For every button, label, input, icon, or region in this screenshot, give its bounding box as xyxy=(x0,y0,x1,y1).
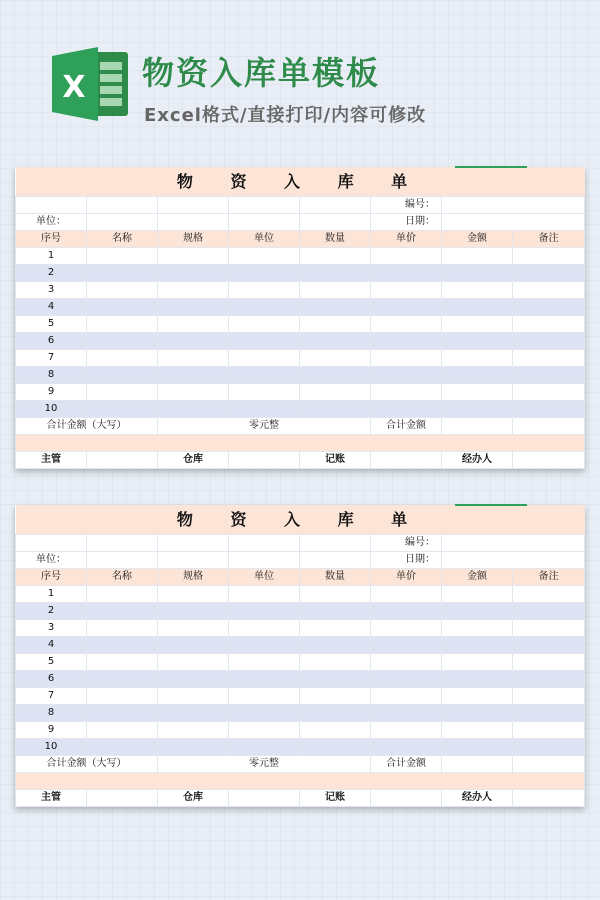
data-cell[interactable] xyxy=(229,333,300,350)
table-row xyxy=(16,688,585,705)
data-cell[interactable] xyxy=(513,265,585,282)
total-amount[interactable] xyxy=(442,756,513,773)
info-row xyxy=(16,535,585,552)
column-header: 名称 xyxy=(87,569,158,586)
data-cell[interactable] xyxy=(229,265,300,282)
column-header: 金额 xyxy=(442,231,513,248)
data-cell[interactable] xyxy=(513,705,585,722)
data-cell[interactable] xyxy=(158,637,229,654)
data-cell[interactable] xyxy=(300,401,371,418)
data-cell[interactable] xyxy=(300,739,371,756)
spacer-cell xyxy=(16,773,585,790)
data-cell[interactable] xyxy=(229,282,300,299)
signature-row xyxy=(16,790,585,807)
signature-field[interactable] xyxy=(229,790,300,807)
table-row xyxy=(16,333,585,350)
signature-field[interactable] xyxy=(371,790,442,807)
data-cell[interactable] xyxy=(442,688,513,705)
row-number: 3 xyxy=(16,282,87,299)
data-cell[interactable] xyxy=(300,384,371,401)
row-number: 4 xyxy=(16,637,87,654)
data-cell[interactable] xyxy=(87,688,158,705)
data-cell[interactable] xyxy=(87,637,158,654)
data-cell[interactable] xyxy=(229,705,300,722)
data-cell[interactable] xyxy=(442,401,513,418)
blank-cell[interactable] xyxy=(158,197,229,214)
data-cell[interactable] xyxy=(513,384,585,401)
danwei-value[interactable] xyxy=(158,214,229,231)
blank-cell[interactable] xyxy=(87,197,158,214)
riqi-value[interactable] xyxy=(442,214,585,231)
riqi-value[interactable] xyxy=(442,552,585,569)
data-cell[interactable] xyxy=(442,333,513,350)
data-cell[interactable] xyxy=(371,705,442,722)
riqi-label: 日期： xyxy=(371,552,442,569)
total-upper-value: 零元整 xyxy=(158,756,371,773)
column-header: 规格 xyxy=(158,569,229,586)
row-number: 8 xyxy=(16,705,87,722)
table-row xyxy=(16,739,585,756)
data-cell[interactable] xyxy=(229,620,300,637)
column-header: 备注 xyxy=(513,569,585,586)
excel-x-icon xyxy=(52,44,130,124)
data-cell[interactable] xyxy=(371,688,442,705)
data-cell[interactable] xyxy=(442,350,513,367)
bianhao-value[interactable] xyxy=(442,535,585,552)
column-header: 金额 xyxy=(442,569,513,586)
data-cell[interactable] xyxy=(371,316,442,333)
signature-field[interactable] xyxy=(371,452,442,469)
data-cell[interactable] xyxy=(229,586,300,603)
signature-field[interactable] xyxy=(87,790,158,807)
data-cell[interactable] xyxy=(513,282,585,299)
data-cell[interactable] xyxy=(158,401,229,418)
data-cell[interactable] xyxy=(87,316,158,333)
data-cell[interactable] xyxy=(158,265,229,282)
data-cell[interactable] xyxy=(158,282,229,299)
data-cell[interactable] xyxy=(300,603,371,620)
data-cell[interactable] xyxy=(513,367,585,384)
data-cell[interactable] xyxy=(300,705,371,722)
data-cell[interactable] xyxy=(300,620,371,637)
data-cell[interactable] xyxy=(300,316,371,333)
data-cell[interactable] xyxy=(300,586,371,603)
data-cell[interactable] xyxy=(513,316,585,333)
column-header: 单价 xyxy=(371,231,442,248)
data-cell[interactable] xyxy=(300,654,371,671)
row-number: 5 xyxy=(16,654,87,671)
signature-label-warehouse: 仓库 xyxy=(158,452,229,469)
data-cell[interactable] xyxy=(371,299,442,316)
sheet-title: 物 资 入 库 单 xyxy=(16,505,585,535)
data-cell[interactable] xyxy=(513,722,585,739)
data-cell[interactable] xyxy=(87,384,158,401)
column-header: 数量 xyxy=(300,231,371,248)
data-cell[interactable] xyxy=(158,367,229,384)
table-row xyxy=(16,637,585,654)
table-row xyxy=(16,401,585,418)
data-cell[interactable] xyxy=(371,333,442,350)
column-header: 名称 xyxy=(87,231,158,248)
data-cell[interactable] xyxy=(371,603,442,620)
data-cell[interactable] xyxy=(87,705,158,722)
sheet-title: 物 资 入 库 单 xyxy=(16,167,585,197)
row-number: 2 xyxy=(16,603,87,620)
blank-cell[interactable] xyxy=(16,197,87,214)
table-row xyxy=(16,384,585,401)
column-header-row xyxy=(16,569,585,586)
data-cell[interactable] xyxy=(87,620,158,637)
data-cell[interactable] xyxy=(442,671,513,688)
data-cell[interactable] xyxy=(371,722,442,739)
signature-label-handler: 经办人 xyxy=(442,452,513,469)
data-cell[interactable] xyxy=(300,248,371,265)
data-cell[interactable] xyxy=(229,401,300,418)
row-number: 10 xyxy=(16,401,87,418)
receipt-table xyxy=(15,167,585,469)
danwei-value[interactable] xyxy=(229,214,300,231)
info-row xyxy=(16,552,585,569)
danwei-value[interactable] xyxy=(300,552,371,569)
data-cell[interactable] xyxy=(158,586,229,603)
data-cell[interactable] xyxy=(442,282,513,299)
bianhao-label: 编号： xyxy=(371,197,442,214)
data-cell[interactable] xyxy=(371,620,442,637)
data-cell[interactable] xyxy=(300,333,371,350)
data-cell[interactable] xyxy=(158,299,229,316)
receipt-table xyxy=(15,505,585,807)
danwei-label: 单位： xyxy=(16,214,87,231)
data-cell[interactable] xyxy=(513,299,585,316)
signature-row xyxy=(16,452,585,469)
signature-label-bookkeeping: 记账 xyxy=(300,790,371,807)
data-cell[interactable] xyxy=(229,739,300,756)
blank-cell[interactable] xyxy=(229,197,300,214)
column-header: 数量 xyxy=(300,569,371,586)
data-cell[interactable] xyxy=(371,384,442,401)
signature-field[interactable] xyxy=(87,452,158,469)
column-header: 序号 xyxy=(16,231,87,248)
data-cell[interactable] xyxy=(158,316,229,333)
data-cell[interactable] xyxy=(300,265,371,282)
total-amount[interactable] xyxy=(442,418,513,435)
table-row xyxy=(16,654,585,671)
column-header: 单价 xyxy=(371,569,442,586)
data-cell[interactable] xyxy=(158,384,229,401)
table-row xyxy=(16,671,585,688)
data-cell[interactable] xyxy=(371,350,442,367)
signature-label-supervisor: 主管 xyxy=(16,790,87,807)
row-number: 6 xyxy=(16,333,87,350)
page-subtitle: Excel格式/直接打印/内容可修改 xyxy=(144,105,427,126)
data-cell[interactable] xyxy=(371,637,442,654)
data-cell[interactable] xyxy=(513,401,585,418)
total-label: 合计金额 xyxy=(371,418,442,435)
table-row xyxy=(16,586,585,603)
data-cell[interactable] xyxy=(442,722,513,739)
data-cell[interactable] xyxy=(158,671,229,688)
data-cell[interactable] xyxy=(229,671,300,688)
data-cell[interactable] xyxy=(300,722,371,739)
spacer-row xyxy=(16,773,585,790)
selection-mark xyxy=(455,504,527,506)
data-cell[interactable] xyxy=(513,654,585,671)
data-cell[interactable] xyxy=(229,384,300,401)
signature-field[interactable] xyxy=(513,790,585,807)
table-row xyxy=(16,620,585,637)
data-cell[interactable] xyxy=(442,637,513,654)
data-cell[interactable] xyxy=(442,586,513,603)
receipt-sheet-2 xyxy=(15,505,585,807)
data-cell[interactable] xyxy=(442,705,513,722)
total-upper-value: 零元整 xyxy=(158,418,371,435)
blank-cell[interactable] xyxy=(87,535,158,552)
data-cell[interactable] xyxy=(300,637,371,654)
data-cell[interactable] xyxy=(87,654,158,671)
data-cell[interactable] xyxy=(513,637,585,654)
data-cell[interactable] xyxy=(87,333,158,350)
data-cell[interactable] xyxy=(229,637,300,654)
table-row xyxy=(16,705,585,722)
row-number: 9 xyxy=(16,722,87,739)
data-cell[interactable] xyxy=(229,367,300,384)
data-cell[interactable] xyxy=(87,722,158,739)
table-row xyxy=(16,282,585,299)
signature-label-supervisor: 主管 xyxy=(16,452,87,469)
total-row xyxy=(16,418,585,435)
data-cell[interactable] xyxy=(371,367,442,384)
data-cell[interactable] xyxy=(229,299,300,316)
data-cell[interactable] xyxy=(442,265,513,282)
column-header-row xyxy=(16,231,585,248)
row-number: 2 xyxy=(16,265,87,282)
data-cell[interactable] xyxy=(371,671,442,688)
table-row xyxy=(16,350,585,367)
data-cell[interactable] xyxy=(158,688,229,705)
data-cell[interactable] xyxy=(158,654,229,671)
data-cell[interactable] xyxy=(371,248,442,265)
data-cell[interactable] xyxy=(371,265,442,282)
row-number: 7 xyxy=(16,350,87,367)
total-note[interactable] xyxy=(513,756,585,773)
data-cell[interactable] xyxy=(371,654,442,671)
svg-text:X: X xyxy=(62,70,86,105)
data-cell[interactable] xyxy=(442,316,513,333)
data-cell[interactable] xyxy=(87,299,158,316)
blank-cell[interactable] xyxy=(300,535,371,552)
data-cell[interactable] xyxy=(229,603,300,620)
danwei-label: 单位： xyxy=(16,552,87,569)
row-number: 1 xyxy=(16,248,87,265)
data-cell[interactable] xyxy=(513,688,585,705)
data-cell[interactable] xyxy=(229,316,300,333)
blank-cell[interactable] xyxy=(229,535,300,552)
data-cell[interactable] xyxy=(87,603,158,620)
data-cell[interactable] xyxy=(442,603,513,620)
data-cell[interactable] xyxy=(442,299,513,316)
data-cell[interactable] xyxy=(442,739,513,756)
data-cell[interactable] xyxy=(87,265,158,282)
data-cell[interactable] xyxy=(300,688,371,705)
data-cell[interactable] xyxy=(158,603,229,620)
signature-label-bookkeeping: 记账 xyxy=(300,452,371,469)
data-cell[interactable] xyxy=(158,350,229,367)
row-number: 9 xyxy=(16,384,87,401)
table-row xyxy=(16,316,585,333)
signature-field[interactable] xyxy=(229,452,300,469)
total-upper-label: 合计金额（大写） xyxy=(16,418,158,435)
data-cell[interactable] xyxy=(513,586,585,603)
blank-cell[interactable] xyxy=(158,535,229,552)
data-cell[interactable] xyxy=(87,367,158,384)
data-cell[interactable] xyxy=(87,671,158,688)
data-cell[interactable] xyxy=(371,586,442,603)
spacer-cell xyxy=(16,435,585,452)
data-cell[interactable] xyxy=(158,739,229,756)
info-row xyxy=(16,197,585,214)
table-row xyxy=(16,248,585,265)
data-cell[interactable] xyxy=(158,248,229,265)
data-cell[interactable] xyxy=(300,367,371,384)
spacer-row xyxy=(16,435,585,452)
bianhao-label: 编号： xyxy=(371,535,442,552)
data-cell[interactable] xyxy=(158,705,229,722)
total-row xyxy=(16,756,585,773)
danwei-value[interactable] xyxy=(87,552,158,569)
data-cell[interactable] xyxy=(300,282,371,299)
data-cell[interactable] xyxy=(513,333,585,350)
data-cell[interactable] xyxy=(158,333,229,350)
danwei-value[interactable] xyxy=(229,552,300,569)
column-header: 单位 xyxy=(229,231,300,248)
data-cell[interactable] xyxy=(513,671,585,688)
danwei-value[interactable] xyxy=(87,214,158,231)
danwei-value[interactable] xyxy=(300,214,371,231)
receipt-sheet-1 xyxy=(15,167,585,469)
column-header: 单位 xyxy=(229,569,300,586)
total-label: 合计金额 xyxy=(371,756,442,773)
signature-label-warehouse: 仓库 xyxy=(158,790,229,807)
data-cell[interactable] xyxy=(87,282,158,299)
data-cell[interactable] xyxy=(371,282,442,299)
table-row xyxy=(16,603,585,620)
data-cell[interactable] xyxy=(87,401,158,418)
data-cell[interactable] xyxy=(300,299,371,316)
data-cell[interactable] xyxy=(87,248,158,265)
danwei-value[interactable] xyxy=(158,552,229,569)
data-cell[interactable] xyxy=(87,350,158,367)
signature-field[interactable] xyxy=(513,452,585,469)
data-cell[interactable] xyxy=(442,654,513,671)
row-number: 1 xyxy=(16,586,87,603)
table-row xyxy=(16,265,585,282)
row-number: 4 xyxy=(16,299,87,316)
data-cell[interactable] xyxy=(300,350,371,367)
row-number: 6 xyxy=(16,671,87,688)
data-cell[interactable] xyxy=(442,620,513,637)
data-cell[interactable] xyxy=(87,739,158,756)
total-note[interactable] xyxy=(513,418,585,435)
data-cell[interactable] xyxy=(229,350,300,367)
column-header: 备注 xyxy=(513,231,585,248)
selection-mark xyxy=(455,166,527,168)
bianhao-value[interactable] xyxy=(442,197,585,214)
blank-cell[interactable] xyxy=(16,535,87,552)
data-cell[interactable] xyxy=(158,722,229,739)
data-cell[interactable] xyxy=(513,620,585,637)
title-row xyxy=(16,167,585,197)
row-number: 10 xyxy=(16,739,87,756)
data-cell[interactable] xyxy=(513,350,585,367)
data-cell[interactable] xyxy=(229,688,300,705)
title-row xyxy=(16,505,585,535)
data-cell[interactable] xyxy=(513,248,585,265)
signature-label-handler: 经办人 xyxy=(442,790,513,807)
data-cell[interactable] xyxy=(442,384,513,401)
row-number: 3 xyxy=(16,620,87,637)
data-cell[interactable] xyxy=(229,248,300,265)
data-cell[interactable] xyxy=(513,739,585,756)
total-upper-label: 合计金额（大写） xyxy=(16,756,158,773)
blank-cell[interactable] xyxy=(300,197,371,214)
page-title: 物资入库单模板 xyxy=(142,54,381,92)
table-row xyxy=(16,722,585,739)
data-cell[interactable] xyxy=(371,739,442,756)
info-row xyxy=(16,214,585,231)
table-row xyxy=(16,367,585,384)
data-cell[interactable] xyxy=(300,671,371,688)
data-cell[interactable] xyxy=(229,654,300,671)
riqi-label: 日期： xyxy=(371,214,442,231)
page-header xyxy=(0,0,600,150)
row-number: 5 xyxy=(16,316,87,333)
row-number: 8 xyxy=(16,367,87,384)
column-header: 序号 xyxy=(16,569,87,586)
table-row xyxy=(16,299,585,316)
data-cell[interactable] xyxy=(87,586,158,603)
data-cell[interactable] xyxy=(442,248,513,265)
data-cell[interactable] xyxy=(158,620,229,637)
row-number: 7 xyxy=(16,688,87,705)
data-cell[interactable] xyxy=(229,722,300,739)
column-header: 规格 xyxy=(158,231,229,248)
data-cell[interactable] xyxy=(513,603,585,620)
data-cell[interactable] xyxy=(371,401,442,418)
data-cell[interactable] xyxy=(442,367,513,384)
